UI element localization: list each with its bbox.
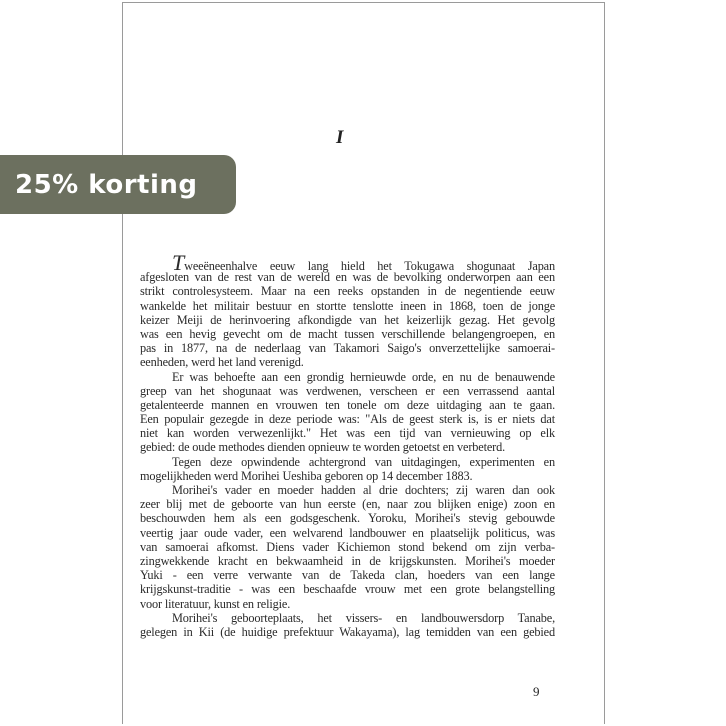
text-line [140,497,555,511]
body-text [140,250,555,639]
text-line [140,327,555,341]
text-line [140,540,555,554]
paragraph [140,455,555,483]
drop-cap: T [172,250,185,275]
line-text: Morihei's geboorteplaats, het vissers- en landbouwersdorp Tanabe, [172,610,555,625]
line-text: weeëneenhalve eeuw lang hield het Tokugawa shogunaat Japan [184,259,555,273]
paragraph [140,370,555,455]
line-text: strikt controlesysteem. Maar na een reeks opstanden in de negentiende eeuw [140,284,555,299]
line-text: Yuki - een verre verwante van de Takeda clan, hoeders van een lange [140,568,555,583]
text-line [140,270,555,284]
line-text: krijgskunst-traditie - was een beschaafde vrouw met een grote belangstelling [140,582,555,597]
text-line [140,284,555,298]
line-text: afgesloten van de rest van de wereld en was de bevolking onderworpen aan een [140,270,555,285]
text-line [140,625,555,639]
text-line [140,597,555,611]
line-text: Tegen deze opwindende achtergrond van uitdagingen, experimenten en [172,454,555,469]
text-line [140,313,555,327]
line-text: Een populair gezegde in deze periode was: "Als de geest sterk is, is er niets dat [140,412,555,427]
text-line [140,384,555,398]
line-text: keizer Meiji de herinvoering afkondigde van het keizerlijk gezag. Het gevolg [140,312,555,327]
page-number: 9 [533,684,540,699]
line-text: was een hevig gevecht om de macht tussen verschillende belangengroepen, en [140,326,555,341]
paragraph [140,483,555,611]
line-text: wankelde het militair bestuur en stortte tenslotte ineen in 1868, toen de jonge [140,298,555,313]
text-line [140,250,555,275]
text-line [140,469,555,483]
text-line [140,440,555,454]
line-text: gebied: de oude methodes dienden opnieuw te worden getoetst en verbeterd. [140,440,506,455]
discount-badge [0,155,236,214]
line-text: beschouwden hem als een godsgeschenk. Yoroku, Morihei's stevig gebouwde [140,511,555,526]
text-line [140,554,555,568]
discount-label: 25% korting [15,169,198,200]
text-line [140,511,555,525]
text-line [140,483,555,497]
line-text: mogelijkheden werd Morihei Ueshiba geboren op 14 december 1883. [140,468,473,483]
line-text: zingwekkende kracht en bekwaamheid in de krijgskunsten. Morihei's moeder [140,553,555,568]
text-line [140,370,555,384]
paragraph [140,250,555,370]
line-text: zeer blij met de geboorte van hun eerste (en, naar zou blijken enige) zoon en [140,497,555,512]
text-line [140,455,555,469]
line-text: van samoerai afkomst. Diens vader Kichiemon stond bekend om zijn verba- [140,539,555,554]
line-text: voor literatuur, kunst en religie. [140,596,291,611]
text-line [140,526,555,540]
line-text: getalenteerde mannen en vrouwen ten tonele om deze uitdaging aan te gaan. [140,397,555,412]
line-text: gelegen in Kii (de huidige prefektuur Wakayama), lag temidden van een gebied [140,624,555,639]
text-line [140,426,555,440]
text-line [140,582,555,596]
text-line [140,341,555,355]
line-text: Morihei's vader en moeder hadden al drie dochters; zij waren dan ook [172,483,555,497]
text-line [140,299,555,313]
text-line [140,398,555,412]
line-text: Er was behoefte aan een grondig hernieuwde orde, en nu de benauwende [172,369,555,384]
text-line [140,568,555,582]
line-text: eenheden, werd het land verenigd. [140,355,304,370]
text-line [140,412,555,426]
text-line [140,611,555,625]
line-text: veertig jaar oude vader, een welvarend landbouwer en plaatselijk politicus, was [140,525,555,540]
chapter-heading: I [336,127,344,148]
line-text: niet kan worden verwezenlijkt." Het was een tijd van vernieuwing op elk [140,426,555,441]
paragraph [140,611,555,639]
line-text: pas in 1877, na de nederlaag van Takamori Saigo's onverzettelijke samoerai- [140,341,555,356]
text-line [140,355,555,369]
line-text: greep van het shogunaat was verdwenen, verscheen er een verrassend aantal [140,383,555,398]
